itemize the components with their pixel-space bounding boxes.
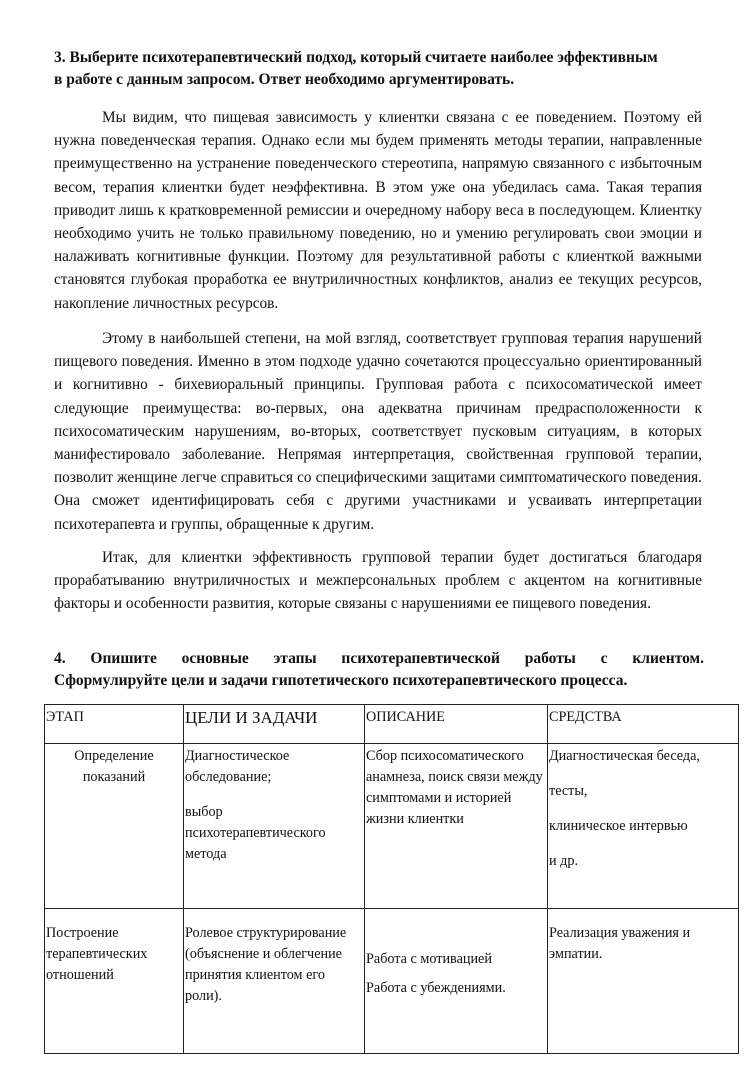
section-3-paragraph-1: Мы видим, что пищевая зависимость у клиентки связана с ее поведением. Поэтому ей нужна поведенческая терапия. Однако если мы будем применять методы терапии, направленные преимущественно на устранение поведенческого стереотипа, напрямую связанного с избыточным весом, терапия клиентки будет неэффективна. В этом уже она убедилась сама. Такая терапия приводит лишь к кратковременной ремиссии и очередному набору веса в последующем. Клиентку необходимо учить не только правильному поведению, но и умению регулировать свои эмоции и налаживать когнитивные функции. Поэтому для результативной работы с клиенткой важными становятся глубокая проработка ее внутриличностных конфликтов, анализ ее текущих ресурсов, накопление личностных ресурсов.	[54, 109, 702, 312]
means-item: Реализация уважения и эмпатии.	[549, 925, 691, 962]
cell-means	[548, 909, 739, 1054]
description-item: Работа с мотивацией	[366, 951, 492, 967]
table-header-row	[45, 705, 739, 744]
stages-table	[44, 704, 739, 1054]
header-stage: ЭТАП	[45, 705, 184, 744]
section-4-heading	[54, 648, 704, 692]
section-3-heading-line1: 3. Выберите психотерапевтический подход, который считаете наиболее эффективным	[54, 49, 658, 66]
table-row	[45, 909, 739, 1054]
description-item: Работа с убеждениями.	[366, 980, 506, 996]
table-row	[45, 744, 739, 909]
section-4-heading-line1: 4. Опишите основные этапы психотерапевтической работы с клиентом.	[54, 650, 704, 667]
cell-description	[365, 909, 548, 1054]
means-item: тесты,	[549, 783, 588, 799]
cell-stage: Определение показаний	[45, 744, 184, 909]
means-item: Диагностическая беседа,	[549, 748, 700, 764]
means-item: и др.	[549, 853, 578, 869]
header-goals: ЦЕЛИ И ЗАДАЧИ	[184, 705, 365, 744]
description-item: поиск связи между симптомами и историей жизни клиентки	[366, 769, 543, 827]
header-means: СРЕДСТВА	[548, 705, 739, 744]
section-3-paragraph-3: Итак, для клиентки эффективность групповой терапии будет достигаться благодаря прорабатыванию внутриличностых и межперсональных проблем с акцентом на когнитивные факторы и особенности развития, которые связаны с нарушениями ее пищевого поведения.	[54, 549, 702, 613]
goal-item: Диагностическое обследование;	[185, 748, 290, 785]
cell-goals	[184, 909, 365, 1054]
section-4-heading-line2: Сформулируйте цели и задачи гипотетического психотерапевтического процесса.	[54, 672, 628, 689]
goal-item: Ролевое структурирование (объяснение и облегчение принятия клиентом его роли).	[185, 925, 347, 1004]
section-3-heading	[54, 47, 704, 91]
cell-means	[548, 744, 739, 909]
goal-item: выбор психотерапевтического метода	[185, 804, 326, 862]
cell-goals	[184, 744, 365, 909]
header-description: ОПИСАНИЕ	[365, 705, 548, 744]
description-item: Сбор психосоматического анамнеза,	[366, 748, 524, 785]
cell-description	[365, 744, 548, 909]
cell-stage: Построение терапевтических отношений	[45, 909, 184, 1054]
section-3-paragraph-2: Этому в наибольшей степени, на мой взгляд, соответствует групповая терапия нарушений пищевого поведения. Именно в этом подходе удачно сочетаются процессуально ориентированный и когнитивно - бихевиоральный принципы. Групповая работа с психосоматической имеет следующие преимущества: во-первых, она адекватна причинам предрасположенности к психосоматическим нарушениям, во-вторых, соответствует пусковым ситуациям, в которых манифестировало заболевание. Непрямая интерпретация, свойственная групповой терапии, позволит женщине легче справиться со специфическими защитами симптоматического поведения. Она сможет идентифицировать себя с другими участниками и усваивать интерпретации психотерапевта и группы, обращенные к другим.	[54, 330, 702, 533]
section-3-heading-line2: в работе с данным запросом. Ответ необходимо аргументировать.	[54, 71, 515, 88]
means-item: клиническое интервью	[549, 818, 688, 834]
